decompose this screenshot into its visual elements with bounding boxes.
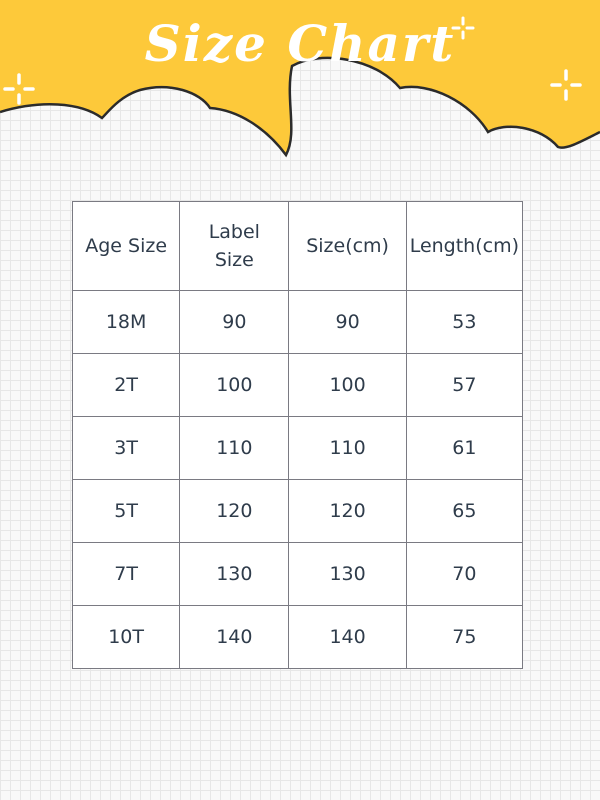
table-row: [73, 480, 523, 543]
cell-size-cm: 130: [289, 543, 406, 606]
cell-length-cm: 75: [406, 606, 522, 669]
table-row: [73, 354, 523, 417]
cell-size-cm: 140: [289, 606, 406, 669]
cell-size-cm: 110: [289, 417, 406, 480]
header-banner: [0, 0, 600, 170]
cell-label-size: 120: [180, 480, 289, 543]
cell-age-size: 5T: [73, 480, 180, 543]
cell-length-cm: 65: [406, 480, 522, 543]
cell-length-cm: 70: [406, 543, 522, 606]
page-title: Size Chart: [144, 14, 456, 73]
cell-age-size: 3T: [73, 417, 180, 480]
cell-size-cm: 90: [289, 291, 406, 354]
cell-age-size: 7T: [73, 543, 180, 606]
sparkle-icon: [450, 15, 476, 41]
cell-label-size: 140: [180, 606, 289, 669]
cell-size-cm: 120: [289, 480, 406, 543]
column-header-length-cm: Length(cm): [406, 202, 522, 291]
sparkle-icon: [549, 68, 583, 102]
table-row: [73, 543, 523, 606]
cell-age-size: 2T: [73, 354, 180, 417]
cell-label-size: 110: [180, 417, 289, 480]
table-row: [73, 417, 523, 480]
cell-size-cm: 100: [289, 354, 406, 417]
column-header-label-size-text: Label Size: [208, 221, 260, 271]
size-chart-table: [72, 201, 523, 669]
column-header-size-cm: Size(cm): [289, 202, 406, 291]
table-row: [73, 291, 523, 354]
sparkle-icon: [2, 72, 36, 106]
cell-label-size: 100: [180, 354, 289, 417]
cell-age-size: 18M: [73, 291, 180, 354]
column-header-label-size: [180, 202, 289, 291]
cell-label-size: 130: [180, 543, 289, 606]
cell-label-size: 90: [180, 291, 289, 354]
table-header-row: [73, 202, 523, 291]
cell-length-cm: 57: [406, 354, 522, 417]
cell-age-size: 10T: [73, 606, 180, 669]
table-row: [73, 606, 523, 669]
cell-length-cm: 61: [406, 417, 522, 480]
cell-length-cm: 53: [406, 291, 522, 354]
column-header-age-size: Age Size: [73, 202, 180, 291]
